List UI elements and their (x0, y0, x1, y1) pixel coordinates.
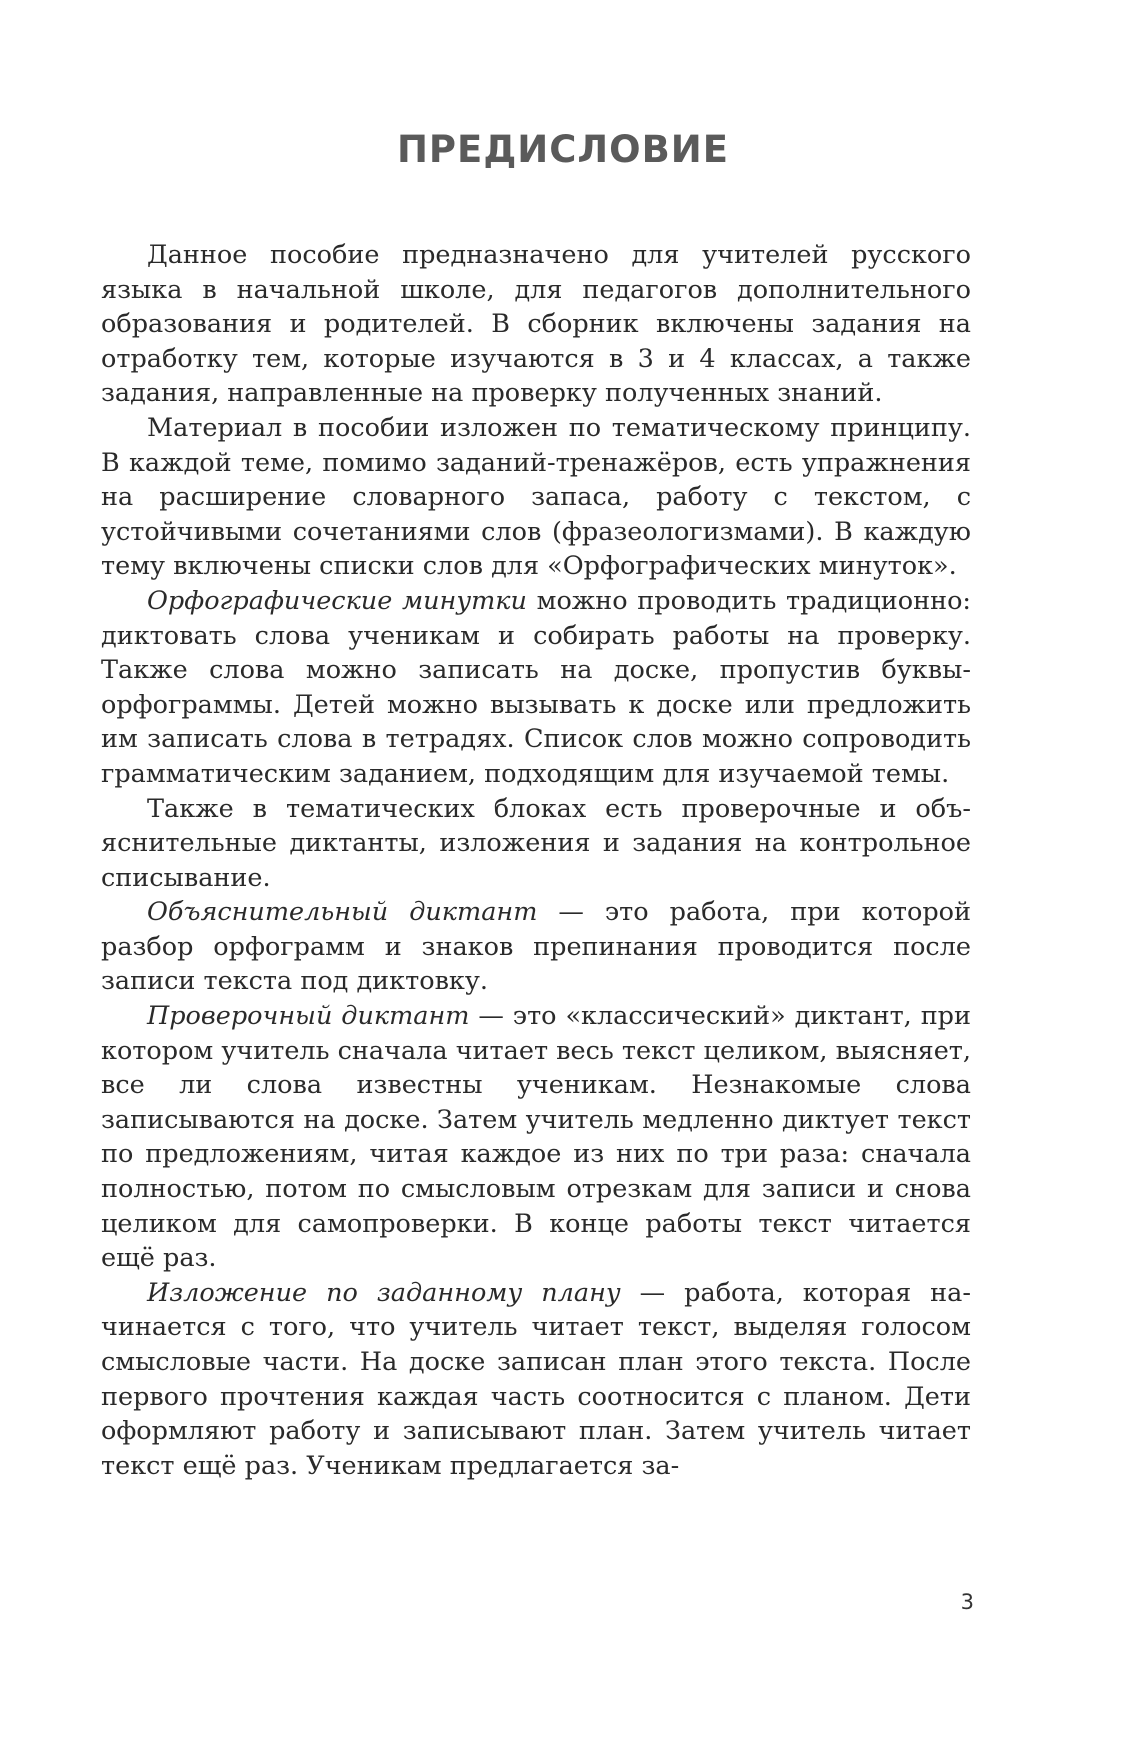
paragraph-1-text: Данное пособие предназначено для учителей русского языка в начальной школе, для педагогов дополнительного образования и родителей. В сборник включены задания на отработку тем, которые изучаются в 3 и 4 классах, а также задания, направленные на проверку полученных знаний. (101, 240, 971, 409)
paragraph-3-italic: Орфографические минутки (147, 585, 527, 616)
page-title: ПРЕДИСЛОВИЕ (396, 128, 730, 171)
paragraph-6 (101, 999, 971, 1276)
paragraph-3-text: можно проводить традиционно: диктовать слова ученикам и собирать работы на проверку. Также слова можно записать на доске, пропустив буквы-орфограммы. Детей можно вызывать к доске или предложить им записать слова в тетрадях. Список слов можно сопроводить грамматическим заданием, подходящим для изучаемой темы. (101, 585, 972, 789)
paragraph-4 (101, 792, 971, 896)
preface-body (101, 238, 971, 1483)
paragraph-3 (101, 584, 971, 792)
paragraph-5 (101, 895, 971, 999)
paragraph-1 (101, 238, 971, 411)
paragraph-7-text: — работа, которая начинается с того, что учитель читает текст, выделяя голосом смысловые части. На доске записан план этого текста. После первого прочтения каждая часть соотносится с планом. Дети оформляют работу и записывают план. Затем учитель читает текст ещё раз. Ученикам предлагается за- (101, 1277, 971, 1481)
paragraph-6-text: — это «классический» диктант, при котором учитель сначала читает весь текст целиком, выясняет, все ли слова известны ученикам. Незнакомые слова записываются на доске. Затем учитель медленно диктует текст по предложениям, читая каждое из них по три раза: сначала полностью, потом по смысловым отрезкам для записи и снова целиком для самопроверки. В конце работы текст читается ещё раз. (101, 1001, 972, 1274)
paragraph-2-text: Материал в пособии изложен по тематическому принципу. В каждой теме, помимо заданий-тренажёров, есть упражнения на расширение словарного запаса, работу с текстом, с устойчивыми сочетаниями слов (фразеологизмами). В каждую тему включены списки слов для «Орфографических минуток». (101, 412, 971, 582)
paragraph-5-text: — это работа, при которой разбор орфограмм и знаков препинания проводится после записи текста под диктовку. (101, 897, 971, 997)
paragraph-7-italic: Изложение по заданному плану (147, 1277, 621, 1308)
paragraph-7 (101, 1276, 971, 1484)
page-number: 3 (960, 1590, 974, 1614)
paragraph-6-italic: Проверочный диктант (147, 1001, 470, 1032)
paragraph-5-italic: Объяснительный диктант (147, 897, 538, 928)
paragraph-2 (101, 411, 971, 584)
paragraph-4-text: Также в тематических блоках есть проверочные и объяснительные диктанты, изложения и задания на контрольное списывание. (101, 793, 971, 893)
